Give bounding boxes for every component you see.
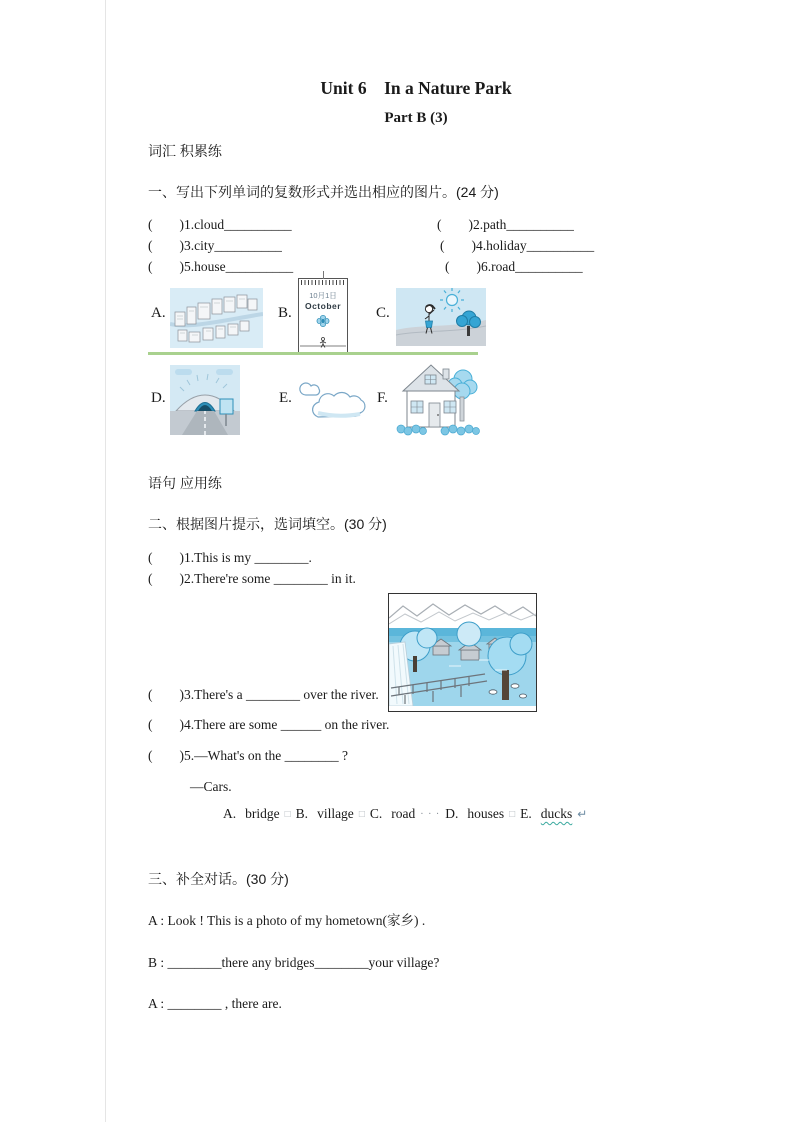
city-illustration	[170, 288, 263, 348]
calendar-binding-icon	[301, 280, 345, 285]
clouds-illustration	[292, 373, 376, 423]
dialogue-line-b: B : ________there any bridges________your village?	[148, 955, 440, 970]
page-title: Unit 6 In a Nature Park	[320, 78, 512, 98]
vocab-item-city: ( )3.city__________	[148, 238, 282, 253]
flower-icon	[315, 313, 331, 329]
word-bank-separator: □	[358, 808, 365, 820]
vocab-item-house: ( )5.house__________	[148, 259, 294, 274]
word-bank-separator: □	[509, 808, 516, 820]
picture-label-f: F.	[377, 390, 388, 406]
word-bank-option-c-label: C.	[369, 806, 383, 821]
vocab-item-road: ( )6.road__________	[445, 259, 583, 274]
word-bank-option-b-word: village	[317, 806, 354, 821]
fill-blank-question-1: ( )1.This is my ________.	[148, 550, 312, 565]
vocab-item-holiday: ( )4.holiday__________	[440, 238, 595, 253]
house-illustration	[393, 357, 483, 437]
road-illustration	[170, 365, 240, 435]
word-bank-option-b-label: B.	[295, 806, 309, 821]
fill-blank-question-3: ( )3.There's a ________ over the river.	[148, 687, 379, 702]
picture-path-girl	[396, 288, 486, 351]
picture-label-a: A.	[151, 305, 166, 321]
picture-label-d: D.	[151, 390, 166, 406]
answer-cars: —Cars.	[190, 779, 232, 794]
word-bank	[223, 806, 592, 822]
picture-village	[388, 593, 537, 712]
word-bank-option-a-label: A.	[223, 806, 237, 821]
calendar-month: October	[304, 301, 342, 311]
sentence-section-heading: 语句 应用练	[148, 475, 222, 491]
sentence-instruction: 二、根据图片提示，选词填空。(30 分)	[148, 516, 387, 532]
picture-city	[170, 288, 263, 353]
left-margin-rule	[105, 0, 106, 1122]
picture-clouds	[292, 373, 376, 428]
section-divider	[148, 352, 478, 355]
picture-label-e: E.	[279, 390, 292, 406]
village-illustration	[389, 594, 536, 706]
fill-blank-question-4: ( )4.There are some ______ on the river.	[148, 717, 390, 732]
word-bank-separator: · · ·	[420, 808, 441, 820]
vocab-instruction: 一、写出下列单词的复数形式并选出相应的图片。(24 分)	[148, 184, 499, 200]
vocab-item-cloud: ( )1.cloud__________	[148, 217, 292, 232]
picture-calendar	[298, 278, 348, 353]
part-subtitle: Part B (3)	[384, 110, 448, 126]
word-bank-option-e-label: E.	[520, 806, 532, 821]
dialogue-line-a2: A : ________ , there are.	[148, 996, 282, 1011]
fill-blank-question-2: ( )2.There're some ________ in it.	[148, 571, 356, 586]
word-bank-option-d-label: D.	[445, 806, 459, 821]
picture-label-c: C.	[376, 305, 390, 321]
word-bank-separator: □	[284, 808, 291, 820]
calendar-date: 10月1日	[309, 291, 337, 300]
word-bank-option-c-word: road	[391, 806, 416, 821]
fill-blank-question-5: ( )5.—What's on the ________ ?	[148, 748, 349, 763]
picture-label-b: B.	[278, 305, 292, 321]
calendar-hook	[323, 271, 324, 279]
vocab-item-path: ( )2.path__________	[437, 217, 574, 232]
word-bank-option-a-word: bridge	[245, 806, 280, 821]
dialogue-instruction: 三、补全对话。(30 分)	[148, 871, 289, 887]
calendar-figure-icon	[300, 335, 346, 350]
picture-house	[393, 357, 483, 442]
word-bank-option-e-word: ducks	[540, 806, 573, 821]
vocab-section-heading: 词汇 积累练	[148, 143, 222, 159]
return-mark-icon: ↵	[577, 806, 588, 821]
dialogue-line-a1: A : Look ! This is a photo of my hometown(家乡) .	[148, 913, 426, 928]
path-illustration	[396, 288, 486, 346]
word-bank-option-d-word: houses	[467, 806, 505, 821]
picture-road-tunnel	[170, 365, 240, 440]
